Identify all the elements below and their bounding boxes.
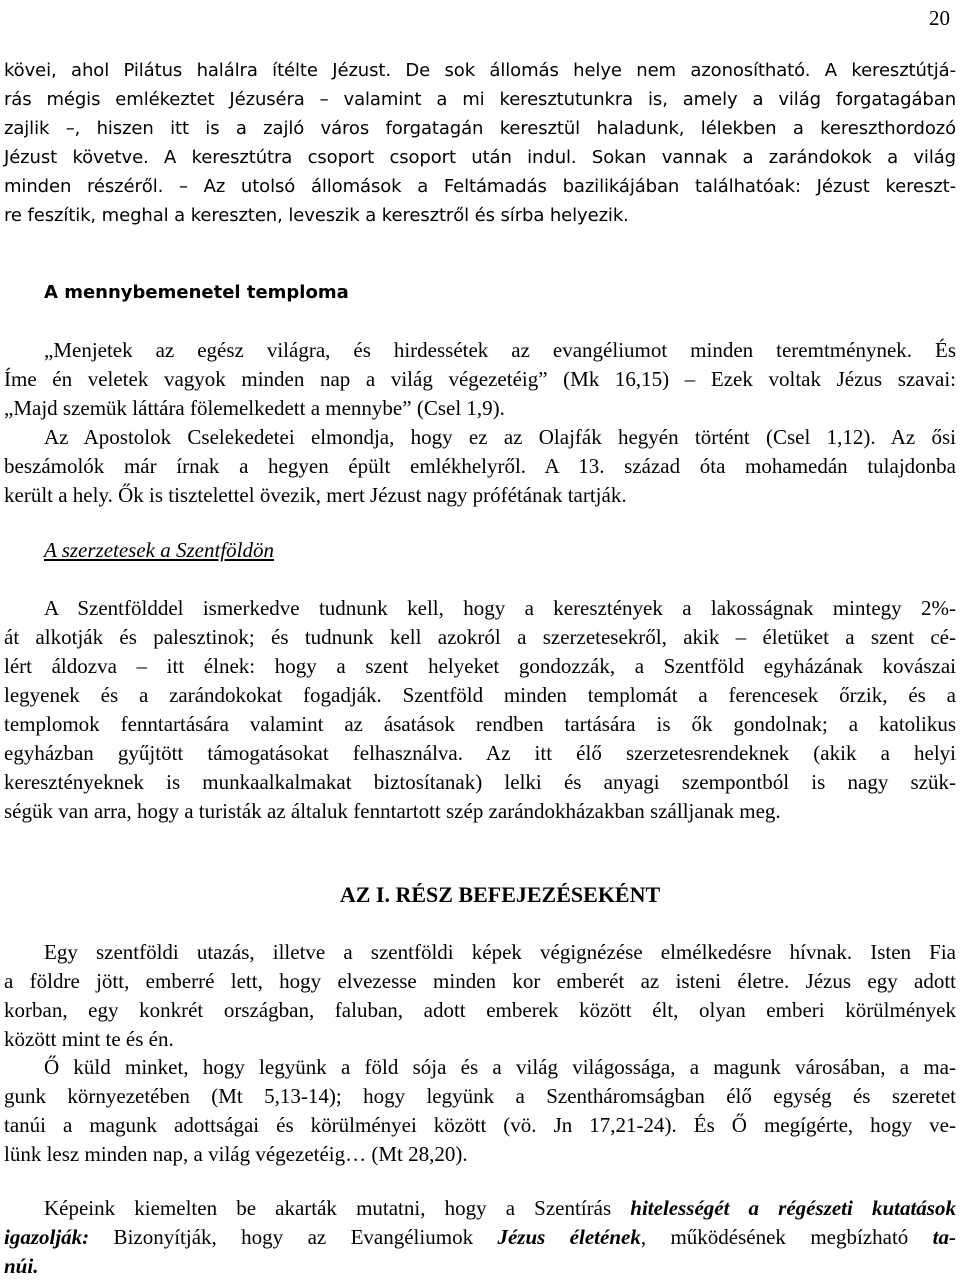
paragraph-mission [4,1053,956,1169]
text-line: A Szentfölddel ismerkedve tudnunk kell, hogy a keresztények a lakosságnak mintegy 2%- [44,596,956,620]
text-run: , működésének megbízható [640,1225,933,1249]
text-line: beszámolók már írnak a hegyen épült emlékhelyről. A 13. század óta mohamedán tulajdonba [4,454,956,478]
text-line: korban, egy konkrét országban, faluban, adott emberek között élt, olyan emberi körülmények [4,998,956,1022]
text-line: zajlik –, hiszen itt is a zajló város forgatagán keresztül haladunk, lélekben a kereszthordozó [4,118,956,139]
text-line: legyenek és a zarándokokat fogadják. Szentföld minden templomát a ferencesek őrzik, és a [4,683,956,707]
text-run: Bizonyítják, hogy az Evangéliumok [89,1225,498,1249]
text-line: tanúi a magunk adottságai és körülményei között (vö. Jn 17,21-24). És Ő megígérte, hogy ve- [4,1113,956,1137]
paragraph-monks [4,594,956,826]
paragraph-summary [4,1194,956,1281]
text-line: templomok fenntartására valamint az ásatások rendben tartására is ők gondolnak; a katolikus [4,712,956,736]
text-line: minden részéről. – Az utolsó állomások a Feltámadás bazilikájában találhatóak: Jézust kereszt- [4,176,956,197]
paragraph-ascension-history [4,423,956,510]
emphasis-text: igazolják: [4,1225,90,1249]
text-line: Egy szentföldi utazás, illetve a szentföldi képek végignézése elmélkedésre hívnak. Isten Fia [44,940,956,964]
text-line: „Majd szemük láttára fölemelkedett a mennybe” (Csel 1,9). [4,396,505,420]
text-line: rás mégis emlékeztet Jézuséra – valamint a mi keresztutunkra is, amely a világ forgatagában [4,89,956,110]
text-run: Képeink kiemelten be akarták mutatni, hogy a Szentírás [44,1196,631,1220]
text-line: Jézust követve. A keresztútra csoport csoport után indul. Sokan vannak a zarándokok a világ [4,147,956,168]
emphasis-text: hitelességét a régészeti kutatások [630,1196,956,1220]
chapter-heading-conclusion: AZ I. RÉSZ BEFEJEZÉSEKÉNT [339,882,661,907]
paragraph-stations [4,56,956,230]
text-line: a földre jött, emberré lett, hogy elvezesse minden kor emberét az isteni életre. Jézus egy adott [4,969,956,993]
paragraph-conclusion [4,938,956,1054]
text-line: Íme én veletek vagyok minden nap a világ végezetéig” (Mk 16,15) – Ezek voltak Jézus szavai: [4,367,956,391]
section-heading-ascension: A mennybemenetel temploma [44,282,349,303]
text-line: át alkotják és palesztinok; és tudnunk kell azokról a szerzetesekről, akik – életüket a szent cé- [4,625,956,649]
text-line: került a hely. Ők is tisztelettel övezik, mert Jézust nagy prófétának tartják. [4,483,627,507]
paragraph-ascension-quote [4,336,956,423]
text-line: Az Apostolok Cselekedetei elmondja, hogy ez az Olajfák hegyén történt (Csel 1,12). Az ősi [44,425,956,449]
text-line: keresztényeknek is munkaalkalmakat biztosítanak) lelki és anyagi szempontból is nagy szük- [4,770,956,794]
text-line: re feszítik, meghal a kereszten, leveszik a keresztről és sírba helyezik. [4,205,629,226]
text-line: között mint te és én. [4,1027,174,1051]
text-line [4,1223,956,1252]
text-line: Ő küld minket, hogy legyünk a föld sója és a világ világossága, a magunk városában, a ma- [44,1055,956,1079]
text-line: lért áldozva – itt élnek: hogy a szent helyeket gondozzák, a Szentföld egyházának kovászai [4,654,956,678]
emphasis-text: Jézus életének [497,1225,641,1249]
text-line: gunk környezetében (Mt 5,13-14); hogy legyünk a Szentháromságban élő egység és szeretet [4,1084,956,1108]
text-line [4,1252,956,1281]
text-line: egyházban gyűjtött támogatásokat felhasználva. Az itt élő szerzetesrendeknek (akik a helyi [4,741,956,765]
emphasis-text: núi. [4,1254,39,1278]
emphasis-text: ta- [932,1225,956,1249]
section-heading-monks: A szerzetesek a Szentföldön [44,538,274,562]
text-line: „Menjetek az egész világra, és hirdessétek az evangéliumot minden teremtménynek. És [44,338,956,362]
text-line: ségük van arra, hogy a turisták az általuk fenntartott szép zarándokházakban szálljanak meg. [4,799,781,823]
text-line [4,1194,956,1223]
text-line: kövei, ahol Pilátus halálra ítélte Jézust. De sok állomás helye nem azonosítható. A keresztútjá- [4,60,956,81]
page-number: 20 [929,6,950,30]
text-line: lünk lesz minden nap, a világ végezetéig… (Mt 28,20). [4,1142,468,1166]
